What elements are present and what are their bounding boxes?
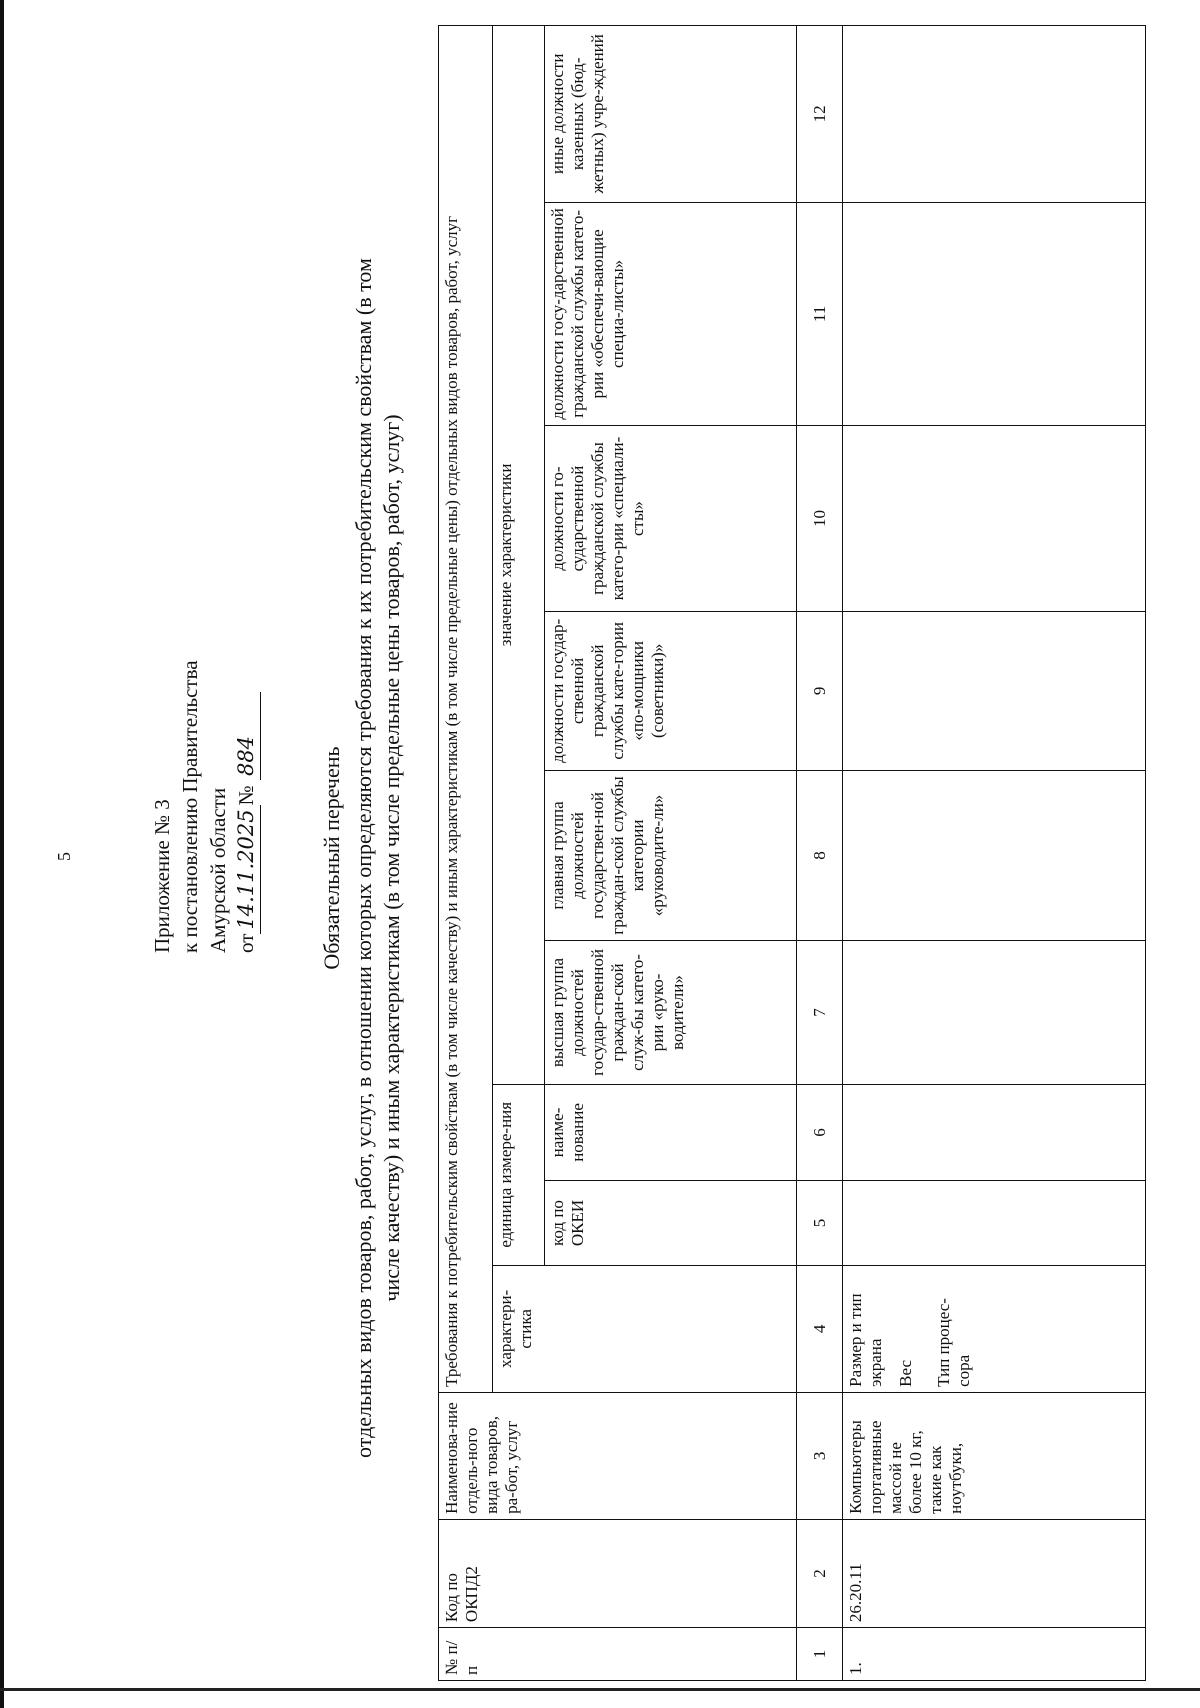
- empty-cell: [843, 1181, 1146, 1266]
- column-number: 11: [797, 202, 843, 425]
- header-no: № п/п: [439, 1628, 797, 1681]
- header-characteristic: характери-стика: [493, 1265, 797, 1392]
- empty-cell: [843, 941, 1146, 1084]
- document-title: [318, 138, 406, 1578]
- appendix-line-2: к постановлению Правительства: [178, 660, 202, 953]
- appendix-date-line: [232, 533, 261, 953]
- header-col-9: должности государ-ственной гражданской службы кате-гории «по-мощники (советники)»: [545, 611, 797, 770]
- empty-cell: [843, 1084, 1146, 1180]
- row-no: 1.: [843, 1628, 1146, 1681]
- column-number: 7: [797, 941, 843, 1084]
- header-unit: единица измере-ния: [493, 1084, 545, 1265]
- header-row-1: [439, 26, 493, 1681]
- column-number: 8: [797, 770, 843, 941]
- empty-cell: [843, 202, 1146, 425]
- column-number: 1: [797, 1628, 843, 1681]
- empty-cell: [843, 26, 1146, 203]
- column-number: 3: [797, 1392, 843, 1519]
- header-unit-code: код по ОКЕИ: [545, 1181, 797, 1266]
- handwritten-date: 14.11.2025: [232, 805, 261, 933]
- title-line-1: Обязательный перечень: [319, 746, 344, 970]
- column-number: 4: [797, 1265, 843, 1392]
- empty-cell: [843, 770, 1146, 941]
- number-prefix: №: [234, 785, 258, 806]
- page-number: 5: [54, 852, 74, 861]
- empty-cell: [843, 611, 1146, 770]
- appendix-header: [148, 533, 261, 953]
- title-line-2: отдельных видов товаров, работ, услуг, в отношении которых определяются требования к их потребительским свойствам (в том: [351, 258, 376, 1458]
- requirements-table: [438, 25, 1146, 1681]
- column-number: 12: [797, 26, 843, 203]
- row-okpd: 26.20.11: [843, 1519, 1146, 1627]
- header-col-10: должности го-сударственной гражданской службы катего-рии «специали-сты»: [545, 426, 797, 612]
- column-number: 2: [797, 1519, 843, 1627]
- header-col-8: главная группа должностей государствен-ной граждан-ской службы категории «руководите-ли»: [545, 770, 797, 941]
- from-prefix: от: [234, 933, 258, 953]
- column-number: 10: [797, 426, 843, 612]
- characteristic-item: Тип процес-сора: [934, 1298, 973, 1387]
- column-number: 5: [797, 1181, 843, 1266]
- appendix-line-1: Приложение № 3: [150, 799, 174, 953]
- header-name: Наименова-ние отдель-ного вида товаров, ра-бот, услуг: [439, 1392, 797, 1519]
- column-number: 9: [797, 611, 843, 770]
- table-row: [843, 26, 1146, 1681]
- header-col-7: высшая группа должностей государ-ственной граждан-ской служ-бы катего-рии «руко-водители»: [545, 941, 797, 1084]
- characteristic-item: Размер и тип экрана: [846, 1293, 885, 1387]
- title-line-3: числе качеству) и иным характеристикам (в том числе предельные цены товаров, работ, услуг): [379, 414, 404, 1302]
- header-okpd: Код по ОКПД2: [439, 1519, 797, 1627]
- header-unit-name: наиме-нование: [545, 1084, 797, 1180]
- column-number-row: [797, 26, 843, 1681]
- appendix-line-3: Амурской области: [206, 787, 230, 953]
- header-requirements: Требования к потребительским свойствам (в том числе качеству) и иным характеристикам (в том числе предельные цены) отдельных видов товаров, работ, услуг: [439, 26, 493, 1393]
- column-number: 6: [797, 1084, 843, 1180]
- empty-cell: [843, 426, 1146, 612]
- header-col-11: должности госу-дарственной гражданской службы катего-рии «обеспечи-вающие специа-листы»: [545, 202, 797, 425]
- header-col-12: иные должности казенных (бюд-жетных) учре-ждений: [545, 26, 797, 203]
- row-characteristics: [843, 1265, 1146, 1392]
- header-value: значение характеристики: [493, 26, 545, 1085]
- characteristic-item: Вес: [896, 1360, 915, 1387]
- row-name: Компьютеры портативные массой не более 10 кг, такие как ноутбуки,: [843, 1392, 1146, 1519]
- handwritten-number: 884: [232, 692, 261, 780]
